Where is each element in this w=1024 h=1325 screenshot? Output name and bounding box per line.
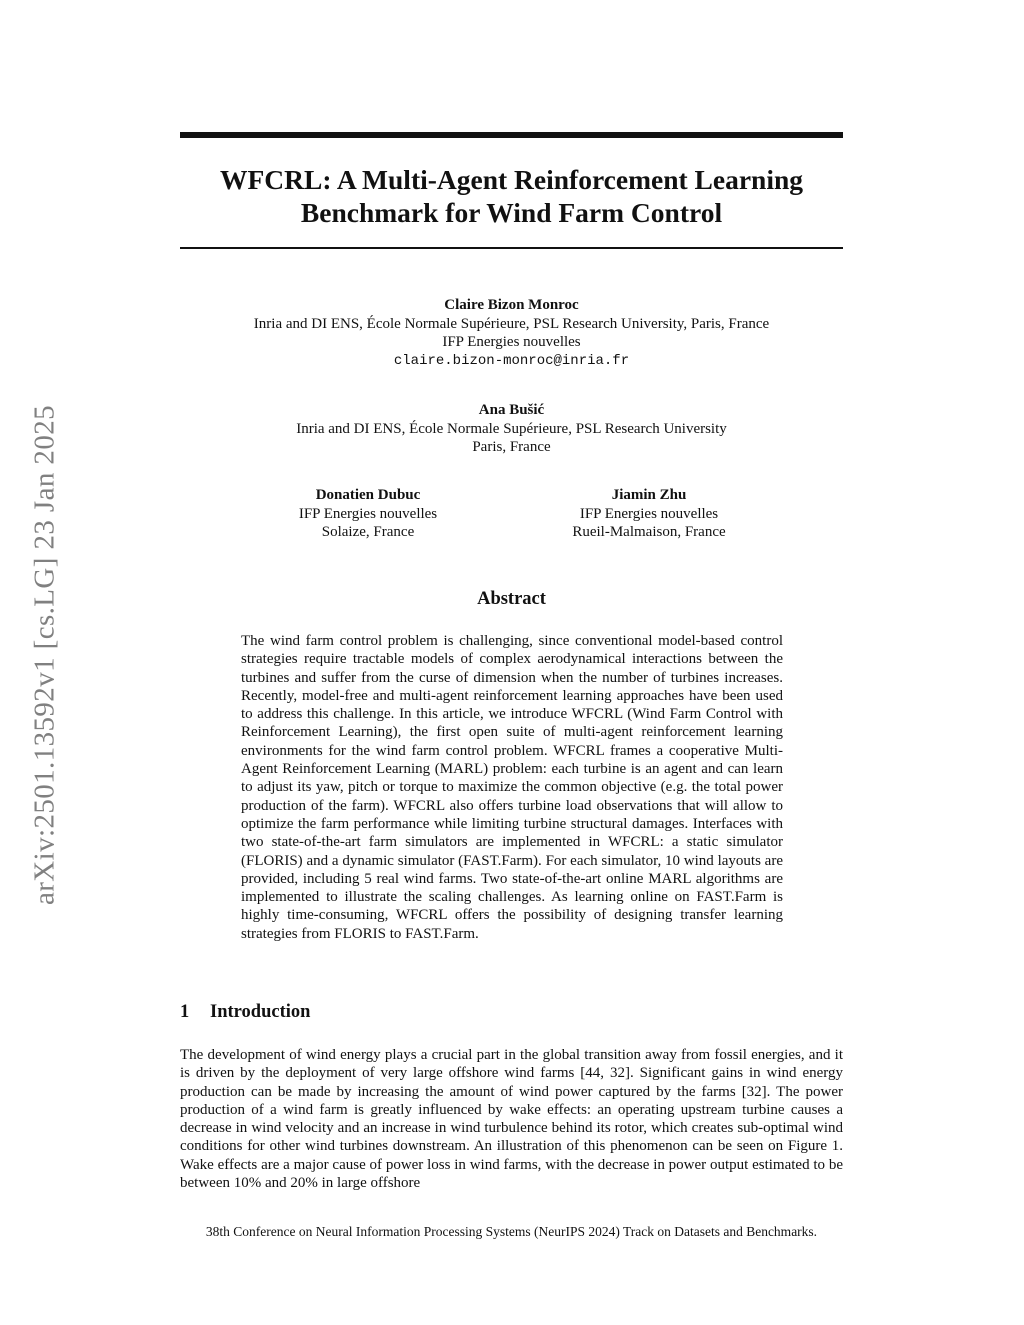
- author-block: [180, 401, 843, 457]
- abstract-text: The wind farm control problem is challenging, since conventional model-based control strategies require tractable models of complex aerodynamical interactions between the turbines and suffer from the curse of dimension when the number of turbines increases. Recently, model-free and multi-agent reinforcement learning approaches have been used to address this challenge. In this article, we introduce WFCRL (Wind Farm Control with Reinforcement Learning), the first open suite of multi-agent reinforcement learning environments for the wind farm control problem. WFCRL frames a cooperative Multi-Agent Reinforcement Learning (MARL) problem: each turbine is an agent and can learn to adjust its yaw, pitch or torque to maximize the common objective (e.g. the total power production of the farm). WFCRL also offers turbine load observations that will allow to optimize the farm performance while limiting turbine structural damages. Interfaces with two state-of-the-art farm simulators are implemented in WFCRL: a static simulator (FLORIS) and a dynamic simulator (FAST.Farm). For each simulator, 10 wind layouts are provided, including 5 real wind farms. Two state-of-the-art online MARL algorithms are implemented to illustrate the scaling challenges. As learning online on FAST.Farm is highly time-consuming, WFCRL offers the possibility of designing transfer learning strategies from FLORIS to FAST.Farm.: [241, 633, 783, 942]
- section-heading: [180, 1000, 310, 1024]
- author-name: Donatien Dubuc: [315, 487, 421, 503]
- author-name: Jiamin Zhu: [611, 487, 687, 503]
- author-affiliation: IFP Energies nouvelles: [298, 505, 438, 522]
- author-affiliation: Inria and DI ENS, École Normale Supérieure, PSL Research University: [296, 420, 727, 437]
- introduction-text: The development of wind energy plays a crucial part in the global transition away from fossil energies, and it is driven by the deployment of very large offshore wind farms [44, 32]. Significant gains in wind energy production can be made by increasing the amount of wind power captured by the farms [32]. The power production of a wind farm is greatly influenced by wake effects: an operating upstream turbine causes a decrease in wind velocity and an increase in wind turbulence behind its rotor, which creates sub-optimal wind conditions for other wind turbines downstream. An illustration of this phenomenon can be seen on Figure 1. Wake effects are a major cause of power loss in wind farms, with the decrease in power output estimated to be between 10% and 20% in large offshore: [180, 1047, 843, 1192]
- section-number: 1: [180, 1002, 190, 1022]
- author-name: Claire Bizon Monroc: [444, 297, 579, 313]
- author-affiliation: IFP Energies nouvelles: [579, 505, 719, 522]
- author-affiliation: Rueil-Malmaison, France: [572, 524, 726, 540]
- abstract-heading: Abstract: [477, 589, 546, 609]
- author-block: [520, 486, 778, 542]
- arxiv-stamp-text: arXiv:2501.13592v1 [cs.LG] 23 Jan 2025: [28, 404, 61, 906]
- author-block: [180, 296, 843, 370]
- title-line: Benchmark for Wind Farm Control: [300, 197, 723, 228]
- author-affiliation: Paris, France: [472, 439, 551, 455]
- section-title: Introduction: [210, 1002, 311, 1022]
- paper-title: [180, 163, 843, 229]
- title-bottom-rule: [180, 247, 843, 249]
- author-email: claire.bizon-monroc@inria.fr: [393, 352, 630, 369]
- author-affiliation: Inria and DI ENS, École Normale Supérieure, PSL Research University, Paris, France: [253, 315, 770, 332]
- title-line: WFCRL: A Multi-Agent Reinforcement Learning: [219, 164, 804, 195]
- author-affiliation: Solaize, France: [321, 524, 415, 540]
- conference-footnote: 38th Conference on Neural Information Processing Systems (NeurIPS 2024) Track on Datasets and Benchmarks.: [205, 1224, 818, 1239]
- author-affiliation: IFP Energies nouvelles: [442, 334, 581, 350]
- author-block: [240, 486, 496, 542]
- title-top-rule: [180, 132, 843, 138]
- author-name: Ana Bušić: [478, 402, 545, 418]
